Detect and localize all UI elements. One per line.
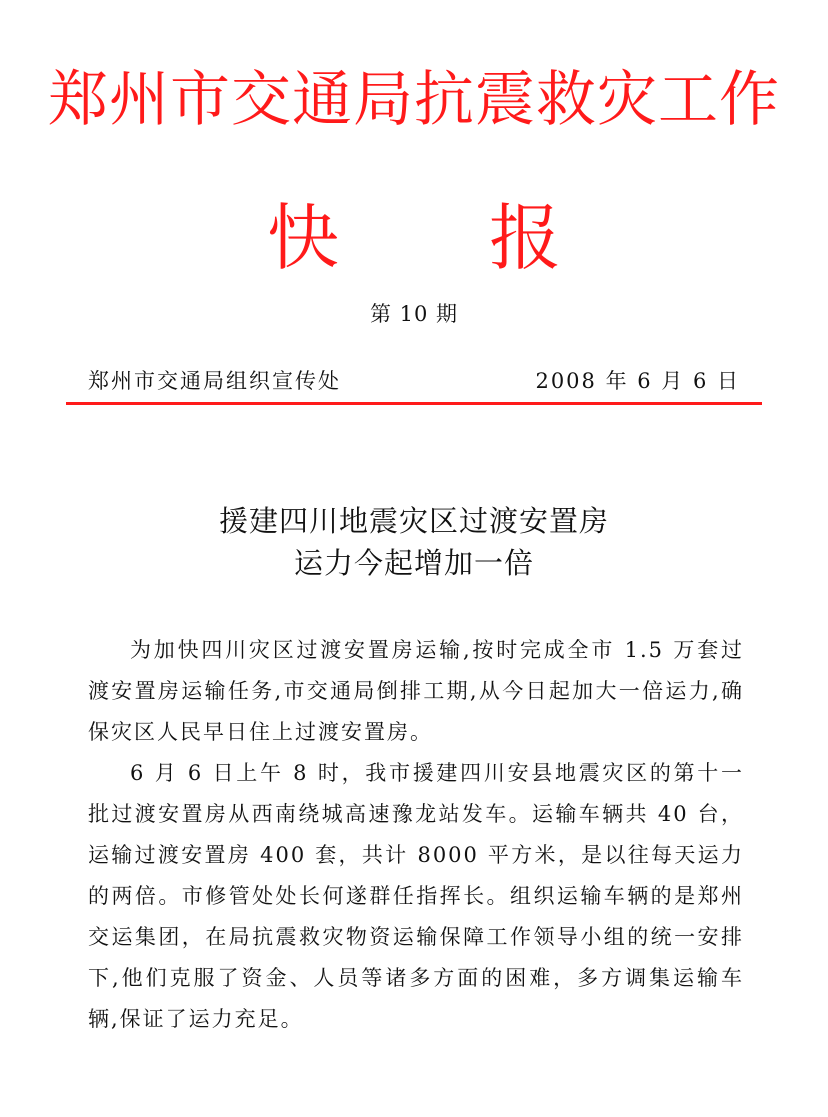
bulletin-title: 郑州市交通局抗震救灾工作 (48, 65, 780, 135)
article-title (0, 500, 828, 584)
article-paragraph: 为加快四川灾区过渡安置房运输,按时完成全市 1.5 万套过渡安置房运输任务,市交通局倒排工期,从今日起加大一倍运力,确保灾区人民早日住上过渡安置房。 (88, 638, 744, 744)
article-title-line-1: 援建四川地震灾区过渡安置房 (218, 504, 609, 538)
article-body (88, 630, 744, 1040)
red-divider-rule (66, 402, 762, 405)
issuing-organization: 郑州市交通局组织宣传处 (88, 369, 341, 393)
issue-date: 2008 年 6 月 6 日 (535, 369, 740, 393)
article-title-line-2: 运力今起增加一倍 (293, 546, 534, 580)
subtitle-char-bao: 报 (489, 196, 562, 280)
article-paragraph: 6 月 6 日上午 8 时，我市援建四川安县地震灾区的第十一批过渡安置房从西南绕城高速豫龙站发车。运输车辆共 40 台，运输过渡安置房 400 套，共计 8000 平方米，是以往每天运力的两倍。市修管处处长何遂群任指挥长。组织运输车辆的是郑州交运集团，在局抗震救灾物资运输保障工作领导小组的统一安排下,他们克服了资金、人员等诸多方面的困难，多方调集运输车辆,保证了运力充足。 (88, 761, 744, 1031)
subtitle-char-kuai: 快 (266, 196, 339, 280)
issue-number: 第 10 期 (369, 302, 459, 326)
meta-line (88, 365, 740, 395)
bulletin-subtitle (0, 180, 828, 284)
